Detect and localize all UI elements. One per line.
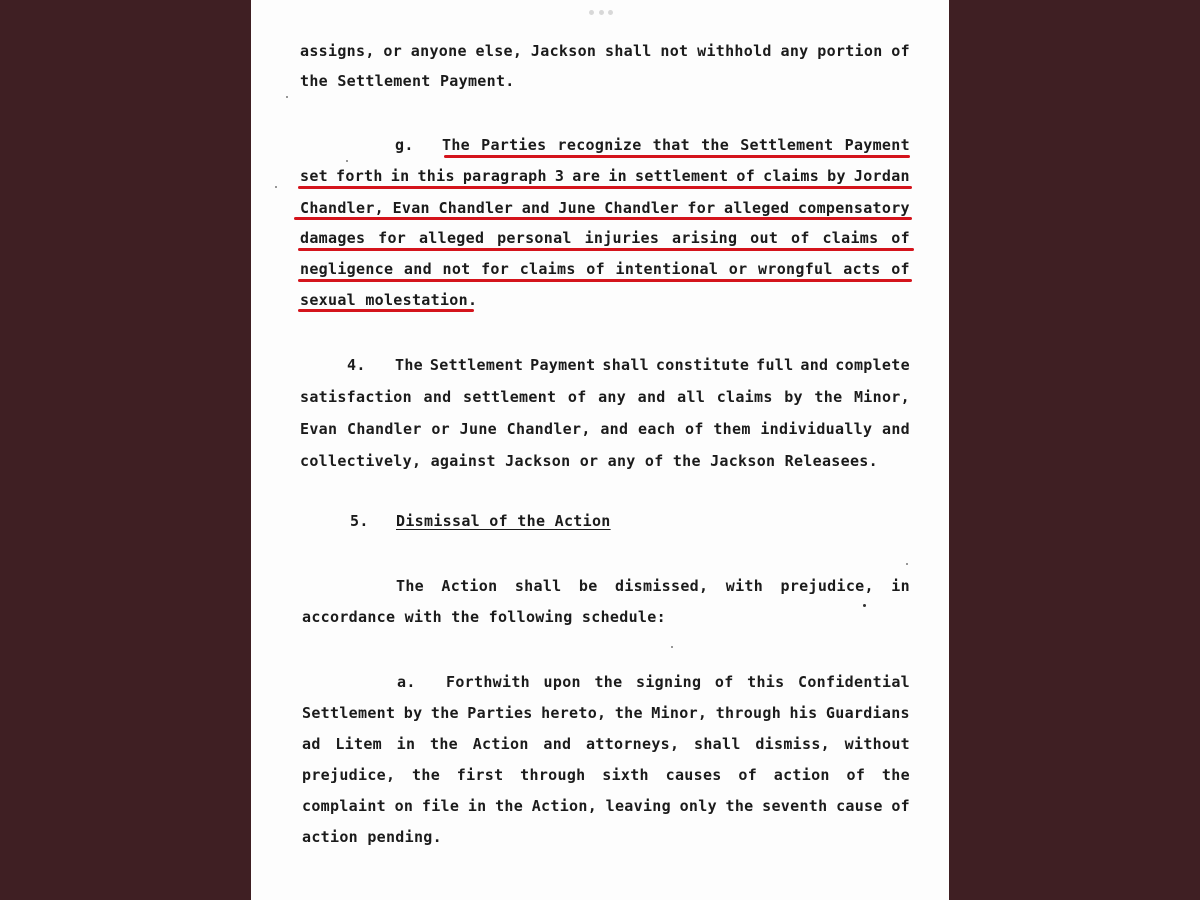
paragraph-3g-line-1 [442,136,910,154]
word: full [756,356,794,374]
word: the [430,735,459,753]
paragraph-3g-marker: g. [395,136,414,154]
red-highlight-underline [444,155,910,158]
word: any [780,42,809,60]
word: alleged [724,199,790,217]
word: for [687,199,716,217]
word: claims [519,260,576,278]
word: Guardians [825,704,910,722]
word: forth [336,167,383,185]
word: Settlement [302,704,396,722]
word: only [679,797,717,815]
word: or [383,42,403,60]
paragraph-5a-line-5 [302,797,910,815]
word: of [790,229,810,247]
paragraph-5a-line-3 [302,735,910,753]
paragraph-4-line-3 [300,420,910,438]
word: shall [604,42,652,60]
word: all [677,388,706,406]
word: arising [672,229,738,247]
word: in [396,735,416,753]
paragraph-5a-line-6: action pending. [302,828,442,846]
word: Evan [300,420,338,438]
word: June [459,420,497,438]
text-line [396,577,910,595]
more-options-icon[interactable] [589,10,613,16]
text-line [300,452,878,470]
scan-speck [346,160,348,162]
word: with [725,577,764,595]
word: not [442,260,471,278]
word: the [881,766,910,784]
word: in [467,797,487,815]
text-line [302,766,910,784]
word: and [600,420,629,438]
text-line [395,356,910,374]
red-highlight-underline [298,279,912,282]
word: ad [302,735,321,753]
word: first [456,766,504,784]
word: the [594,673,623,691]
word: that [652,136,690,154]
word: in [891,577,910,595]
word: and [403,260,432,278]
word: this [747,673,785,691]
word: signing [636,673,702,691]
word: and [800,356,829,374]
text-line [446,673,910,691]
word: The [395,356,423,374]
paragraph-5a-line-4 [302,766,910,784]
word: portion [817,42,883,60]
word: the [412,766,441,784]
word: file [421,797,460,815]
scan-speck [863,604,866,607]
word: assigns, [300,42,375,60]
word: and [423,388,452,406]
word: seventh [762,797,828,815]
word: recognize [557,136,642,154]
word: dismissed, [615,577,709,595]
word: without [844,735,910,753]
word: them [713,420,751,438]
word: Evan [392,199,430,217]
paragraph-5a-marker: a. [397,673,416,691]
scan-speck [906,563,908,565]
word: The [396,577,424,595]
word: for [481,260,510,278]
word: of [891,42,910,60]
text-line [300,388,910,406]
word: by [784,388,803,406]
paragraph-3g-line-4 [300,229,910,247]
word: anyone [410,42,467,60]
word: on [394,797,414,815]
word: the [672,452,701,470]
scan-speck [671,646,673,648]
word: paragraph [462,167,547,185]
word: in [608,167,627,185]
text-line [300,229,910,247]
red-highlight-underline [298,309,474,312]
word: be [578,577,598,595]
word: or [431,420,450,438]
paragraph-5a-line-1 [446,673,910,691]
word: and [882,420,910,438]
word: Chandler [438,199,514,217]
word: by [827,167,846,185]
word: collectively, [300,452,422,470]
word: and [521,199,550,217]
word: causes [665,766,722,784]
word: the [614,704,643,722]
text-line [302,735,910,753]
word: and [543,735,572,753]
word: claims [822,229,879,247]
word: negligence [300,260,394,278]
paragraph-4-line-2 [300,388,910,406]
word: Chandler, [300,199,384,217]
word: Releasees. [784,452,878,470]
word: or [579,452,599,470]
word: of [891,229,910,247]
word: Jackson [505,452,571,470]
word: Confidential [798,673,910,691]
word: complete [835,356,910,374]
word: in [390,167,410,185]
word: Payment [530,356,596,374]
paragraph-3g-line-5 [300,260,910,278]
word: of [736,167,756,185]
word: Jackson [710,452,776,470]
word: each [638,420,676,438]
word: settlement [635,167,729,185]
word: satisfaction [300,388,412,406]
word: of [714,673,734,691]
text-line [302,704,910,722]
word: attorneys, [586,735,680,753]
word: the [725,797,754,815]
word: upon [543,673,581,691]
scan-speck [275,186,277,188]
word: out [750,229,779,247]
word: alleged [418,229,485,247]
word: shall [602,356,650,374]
text-line [300,420,910,438]
word: dismiss, [755,735,830,753]
word: action [773,766,830,784]
word: leaving [605,797,671,815]
word: and [637,388,666,406]
word: Action [441,577,498,595]
word: or [728,260,748,278]
word: sixth [602,766,649,784]
word: damages [300,229,366,247]
red-highlight-underline [298,248,914,251]
word: Settlement [429,356,524,374]
word: of [738,766,758,784]
section-5-intro-line-2: accordance with the following schedule: [302,608,666,626]
word: his [789,704,818,722]
word: of [685,420,704,438]
word: the [430,704,459,722]
word: any [598,388,627,406]
word: the [814,388,843,406]
text-line [442,136,910,154]
section-5-heading: Dismissal of the Action [396,512,611,530]
word: compensatory [797,199,910,217]
word: shall [514,577,562,595]
word: the [701,136,730,154]
word: Chandler [347,420,422,438]
word: through [715,704,782,722]
word: set [300,167,328,185]
word: of [586,260,605,278]
word: any [607,452,636,470]
word: Payment [844,136,910,154]
word: not [660,42,689,60]
word: wrongful [758,260,833,278]
word: complaint [302,797,386,815]
scan-speck [286,96,288,98]
red-highlight-underline [298,186,912,189]
word: the [495,797,524,815]
word: Jackson [530,42,597,60]
word: of [891,260,910,278]
word: against [430,452,496,470]
word: Chandler [604,199,679,217]
word: withhold [697,42,772,60]
section-5-intro-line-1 [396,577,910,595]
text-line [302,797,910,815]
word: Minor, [853,388,910,406]
word: settlement [463,388,557,406]
word: Minor, [651,704,708,722]
word: cause [836,797,883,815]
word: 3 [554,167,565,185]
word: of [891,797,910,815]
text-line [300,42,910,60]
word: Forthwith [446,673,530,691]
word: Litem [335,735,382,753]
text-line [300,167,910,185]
word: The [442,136,470,154]
word: else, [475,42,523,60]
text-line [300,199,910,217]
word: prejudice, [302,766,396,784]
word: this [417,167,455,185]
paragraph-3g-line-3 [300,199,910,217]
word: by [403,704,423,722]
word: Action, [531,797,598,815]
word: shall [694,735,741,753]
word: through [520,766,586,784]
word: are [572,167,601,185]
paragraph-4-line-1 [395,356,910,374]
document-page [251,0,949,900]
paragraph-3g-line-2 [300,167,910,185]
word: Action [472,735,529,753]
word: Settlement [740,136,834,154]
word: personal [497,229,572,247]
word: claims [763,167,820,185]
word: hereto, [541,704,607,722]
paragraph-3g-line-6: sexual molestation. [300,291,478,309]
word: prejudice, [780,577,874,595]
word: injuries [584,229,660,247]
section-5-marker: 5. [350,512,369,530]
word: of [846,766,866,784]
paragraph-3f-line-2: the Settlement Payment. [300,72,515,90]
word: of [567,388,587,406]
word: June [558,199,596,217]
word: Parties [467,704,533,722]
word: for [378,229,407,247]
word: of [644,452,664,470]
paragraph-4-line-4 [300,452,878,470]
paragraph-3f-line-1 [300,42,910,60]
word: individually [760,420,873,438]
word: acts [843,260,881,278]
word: Chandler, [506,420,591,438]
text-line [300,260,910,278]
word: claims [716,388,773,406]
word: intentional [615,260,719,278]
paragraph-5a-line-2 [302,704,910,722]
word: Parties [481,136,547,154]
word: constitute [655,356,750,374]
word: Jordan [853,167,910,185]
paragraph-4-marker: 4. [347,356,366,374]
red-highlight-underline [294,217,912,220]
